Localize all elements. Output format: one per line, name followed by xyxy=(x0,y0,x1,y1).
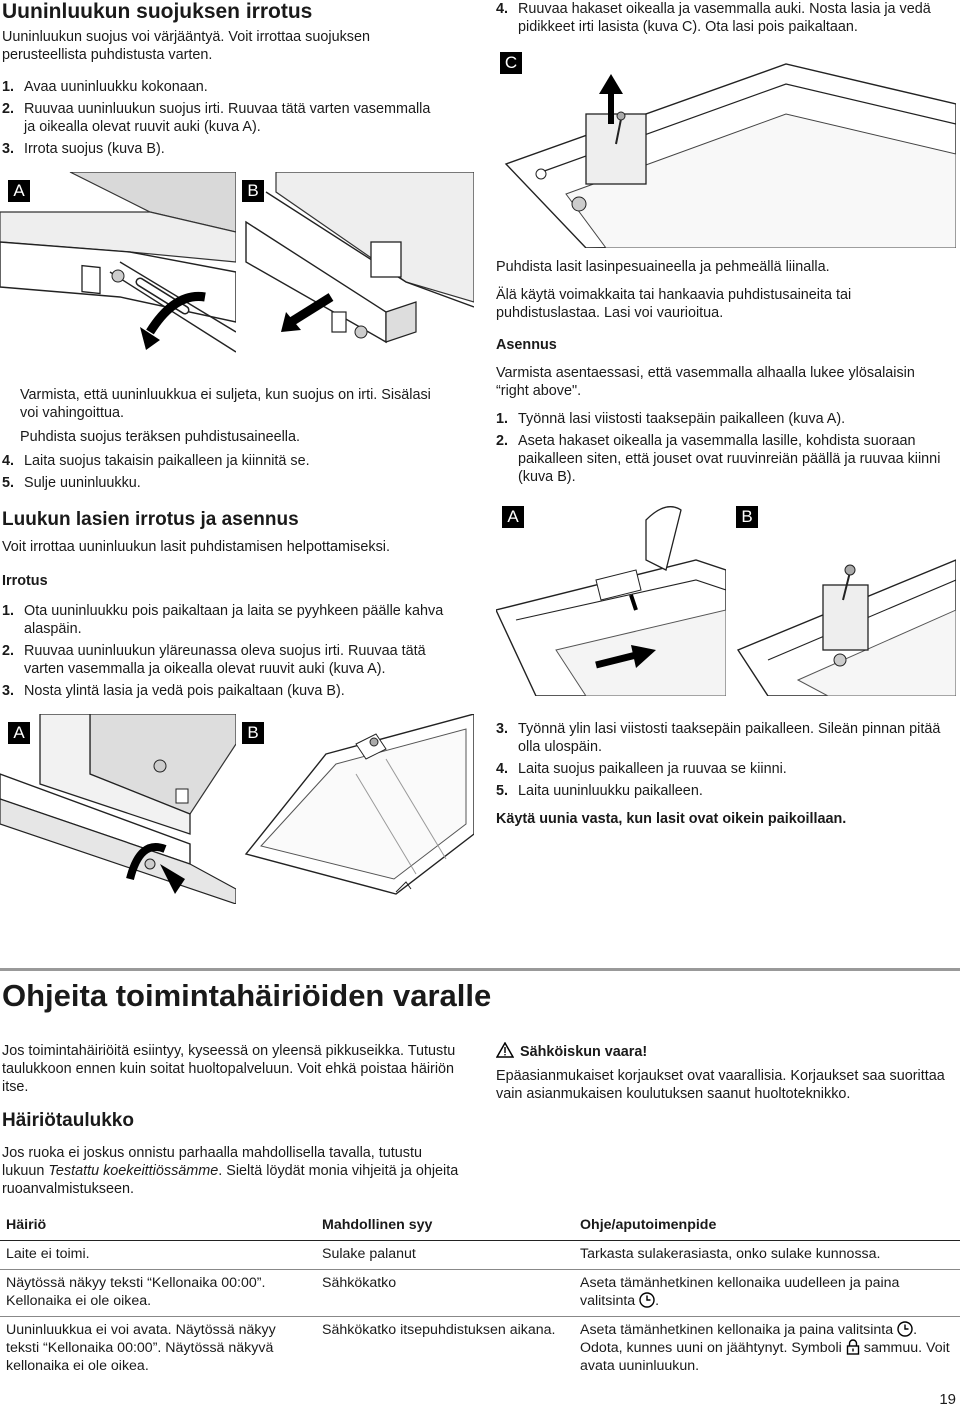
subtitle-intro: Jos ruoka ei joskus onnistu parhaalla mahdollisella tavalla, tutustu lukuun Testattu koekeittiössämme. Sieltä löydät monia vihjeitä ja ohjeita ruoanvalmistukseen. xyxy=(2,1145,459,1197)
troubleshoot-intro: Jos toimintahäiriöitä esiintyy, kyseessä on yleensä pikkuseikka. Tutustu taulukkoon ennen kuin soitat huoltopalveluun. Voit ehkä poistaa häiriön itse. xyxy=(2,1043,456,1095)
list-item: 4. Ruuvaa hakaset oikealla ja vasemmalla auki. Nosta lasia ja vedä pidikkeet irti lasista (kuva C). Ota lasi pois paikaltaan. xyxy=(496,1,931,35)
cell-remedy: Tarkasta sulakerasiasta, onko sulake kunnossa. xyxy=(574,1241,960,1270)
list-item: 3. Työnnä ylin lasi viistosti taaksepäin paikalleen. Sileän pinnan pitää olla ulospäin. xyxy=(496,721,941,755)
clean-warning: Älä käytä voimakkaita tai hankaavia puhdistusaineita tai puhdistuslastaa. Lasi voi vaurioitua. xyxy=(496,287,852,321)
cover-lift-illustration xyxy=(236,172,474,358)
steps-list xyxy=(496,0,956,36)
note-clean: Puhdista suojus teräksen puhdistusaineella. xyxy=(20,429,300,445)
figure-cover-a xyxy=(0,172,236,358)
cell-fault: Näytössä näkyy teksti “Kellonaika 00:00”. Kellonaika ei ole oikea. xyxy=(0,1270,316,1317)
figure-label: B xyxy=(242,722,264,744)
cell-fault: Uuninluukkua ei voi avata. Näytössä näkyy teksti “Kellonaika 00:00”. Näytössä näkyvä kellonaika ei ole oikea. xyxy=(6,1322,276,1374)
table-row xyxy=(0,1241,960,1270)
figure-label: B xyxy=(242,180,264,202)
figure-install-a xyxy=(496,500,726,696)
glass-lift-illustration xyxy=(236,714,474,904)
final-note: Käytä uunia vasta, kun lasit ovat oikein paikoillaan. xyxy=(496,811,847,827)
cell-cause: Sähkökatko itsepuhdistuksen aikana. xyxy=(322,1322,556,1338)
cover-screw-illustration xyxy=(0,172,236,358)
table-row xyxy=(0,1317,960,1382)
door-screw-illustration xyxy=(0,714,236,904)
section-title: Uuninluukun suojuksen irrotus xyxy=(2,0,313,23)
steps-list xyxy=(496,410,952,486)
section-title: Luukun lasien irrotus ja asennus xyxy=(2,509,299,530)
troubleshoot-header xyxy=(2,978,942,1014)
subtitle: Häiriötaulukko xyxy=(2,1110,134,1131)
install-note: Varmista asentaessasi, että vasemmalla alhaalla lukee ylösalaisin “right above". xyxy=(496,365,915,399)
page-title: Ohjeita toimintahäiriöiden varalle xyxy=(2,978,492,1013)
warning-title-row xyxy=(496,1042,952,1061)
warning-triangle-icon xyxy=(496,1042,514,1058)
list-item: 2. Aseta hakaset oikealla ja vasemmalla lasille, kohdista suoraan paikalleen siten, että jouset ovat ruuvinreiän päällä ja ruuvaa kiinni (kuva B). xyxy=(496,433,941,485)
subheading-removal: Irrotus xyxy=(2,573,48,589)
clip-release-illustration xyxy=(496,44,956,248)
figure-install-b xyxy=(728,500,956,696)
steps-list xyxy=(496,720,952,800)
cell-remedy: Aseta tämänhetkinen kellonaika uudelleen ja paina valitsinta . xyxy=(574,1270,960,1317)
steps-list xyxy=(2,78,442,158)
figure-label: A xyxy=(8,722,30,744)
cell-cause: Sähkökatko xyxy=(316,1270,574,1317)
warning-title: Sähköiskun vaara! xyxy=(520,1044,648,1060)
list-item: 1. Avaa uuninluukku kokonaan. xyxy=(2,79,208,95)
clock-icon xyxy=(639,1292,655,1308)
clean-note: Puhdista lasit lasinpesuaineella ja pehmeällä liinalla. xyxy=(496,259,830,275)
steps-list xyxy=(2,602,464,700)
steps-list xyxy=(2,452,472,492)
figure-label: A xyxy=(8,180,30,202)
page-number: 19 xyxy=(939,1391,956,1408)
section-intro: Voit irrottaa uuninluukun lasit puhdistamisen helpottamiseksi. xyxy=(2,539,390,555)
table-header-row xyxy=(0,1214,960,1241)
list-item: 5. Sulje uuninluukku. xyxy=(2,475,141,491)
figure-glass-c xyxy=(496,44,956,248)
warning-box xyxy=(496,1042,952,1103)
warning-text: Epäasianmukaiset korjaukset ovat vaarallisia. Korjaukset saa suorittaa vain asianmukaisen koulutuksen saanut huoltoteknikko. xyxy=(496,1068,945,1102)
list-item: 2. Ruuvaa uuninluukun suojus irti. Ruuvaa tätä varten vasemmalla ja oikealla olevat ruuvit auki (kuva A). xyxy=(2,101,431,135)
figure-cover-b xyxy=(236,172,474,358)
glass-insert-illustration xyxy=(496,500,726,696)
column-header-fault: Häiriö xyxy=(0,1214,316,1241)
right-column-top xyxy=(496,0,956,40)
clock-icon xyxy=(897,1321,913,1337)
column-header-remedy: Ohje/aputoimenpide xyxy=(574,1214,960,1241)
clip-fasten-illustration xyxy=(728,500,956,696)
list-item: 4. Laita suojus takaisin paikalleen ja kiinnitä se. xyxy=(2,453,310,469)
cover-notes xyxy=(2,386,472,496)
troubleshoot-left xyxy=(2,1042,462,1198)
figure-label: B xyxy=(736,506,758,528)
section-glass-removal xyxy=(2,508,472,704)
list-item: 5. Laita uuninluukku paikalleen. xyxy=(496,783,703,799)
figure-glass-b xyxy=(236,714,474,904)
list-item: 1. Työnnä lasi viistosti taaksepäin paikalleen (kuva A). xyxy=(496,411,846,427)
list-item: 1. Ota uuninluukku pois paikaltaan ja laita se pyyhkeen päälle kahva alaspäin. xyxy=(2,603,444,637)
section-intro: Uuninluukun suojus voi värjääntyä. Voit irrottaa suojuksen perusteellista puhdistusta varten. xyxy=(2,29,370,63)
subheading-install: Asennus xyxy=(496,337,557,353)
cell-fault: Laite ei toimi. xyxy=(0,1241,316,1270)
cell-remedy: Aseta tämänhetkinen kellonaika ja paina valitsinta . Odota, kunnes uuni on jäähtynyt. Symboli sammuu. Voit avata uuninluukun. xyxy=(580,1322,950,1374)
note-warning: Varmista, että uuninluukkua ei suljeta, kun suojus on irti. Sisälasi voi vahingoittua. xyxy=(20,387,431,421)
cell-cause: Sulake palanut xyxy=(316,1241,574,1270)
list-item: 4. Laita suojus paikalleen ja ruuvaa se kiinni. xyxy=(496,761,787,777)
figure-label: A xyxy=(502,506,524,528)
fault-table xyxy=(0,1214,960,1381)
figure-glass-a xyxy=(0,714,236,904)
list-item: 3. Nosta ylintä lasia ja vedä pois paikaltaan (kuva B). xyxy=(2,683,345,699)
section-divider xyxy=(0,968,960,971)
lock-icon xyxy=(846,1339,860,1355)
right-column-bottom xyxy=(496,720,952,828)
figure-label: C xyxy=(500,52,522,74)
column-header-cause: Mahdollinen syy xyxy=(316,1214,574,1241)
right-column-mid xyxy=(496,258,952,490)
section-cover-removal xyxy=(2,0,472,162)
list-item: 2. Ruuvaa uuninluukun yläreunassa oleva suojus irti. Ruuvaa tätä varten vasemmalla ja oikealla olevat ruuvit auki (kuva A). xyxy=(2,643,426,677)
list-item: 3. Irrota suojus (kuva B). xyxy=(2,141,165,157)
table-row xyxy=(0,1270,960,1317)
